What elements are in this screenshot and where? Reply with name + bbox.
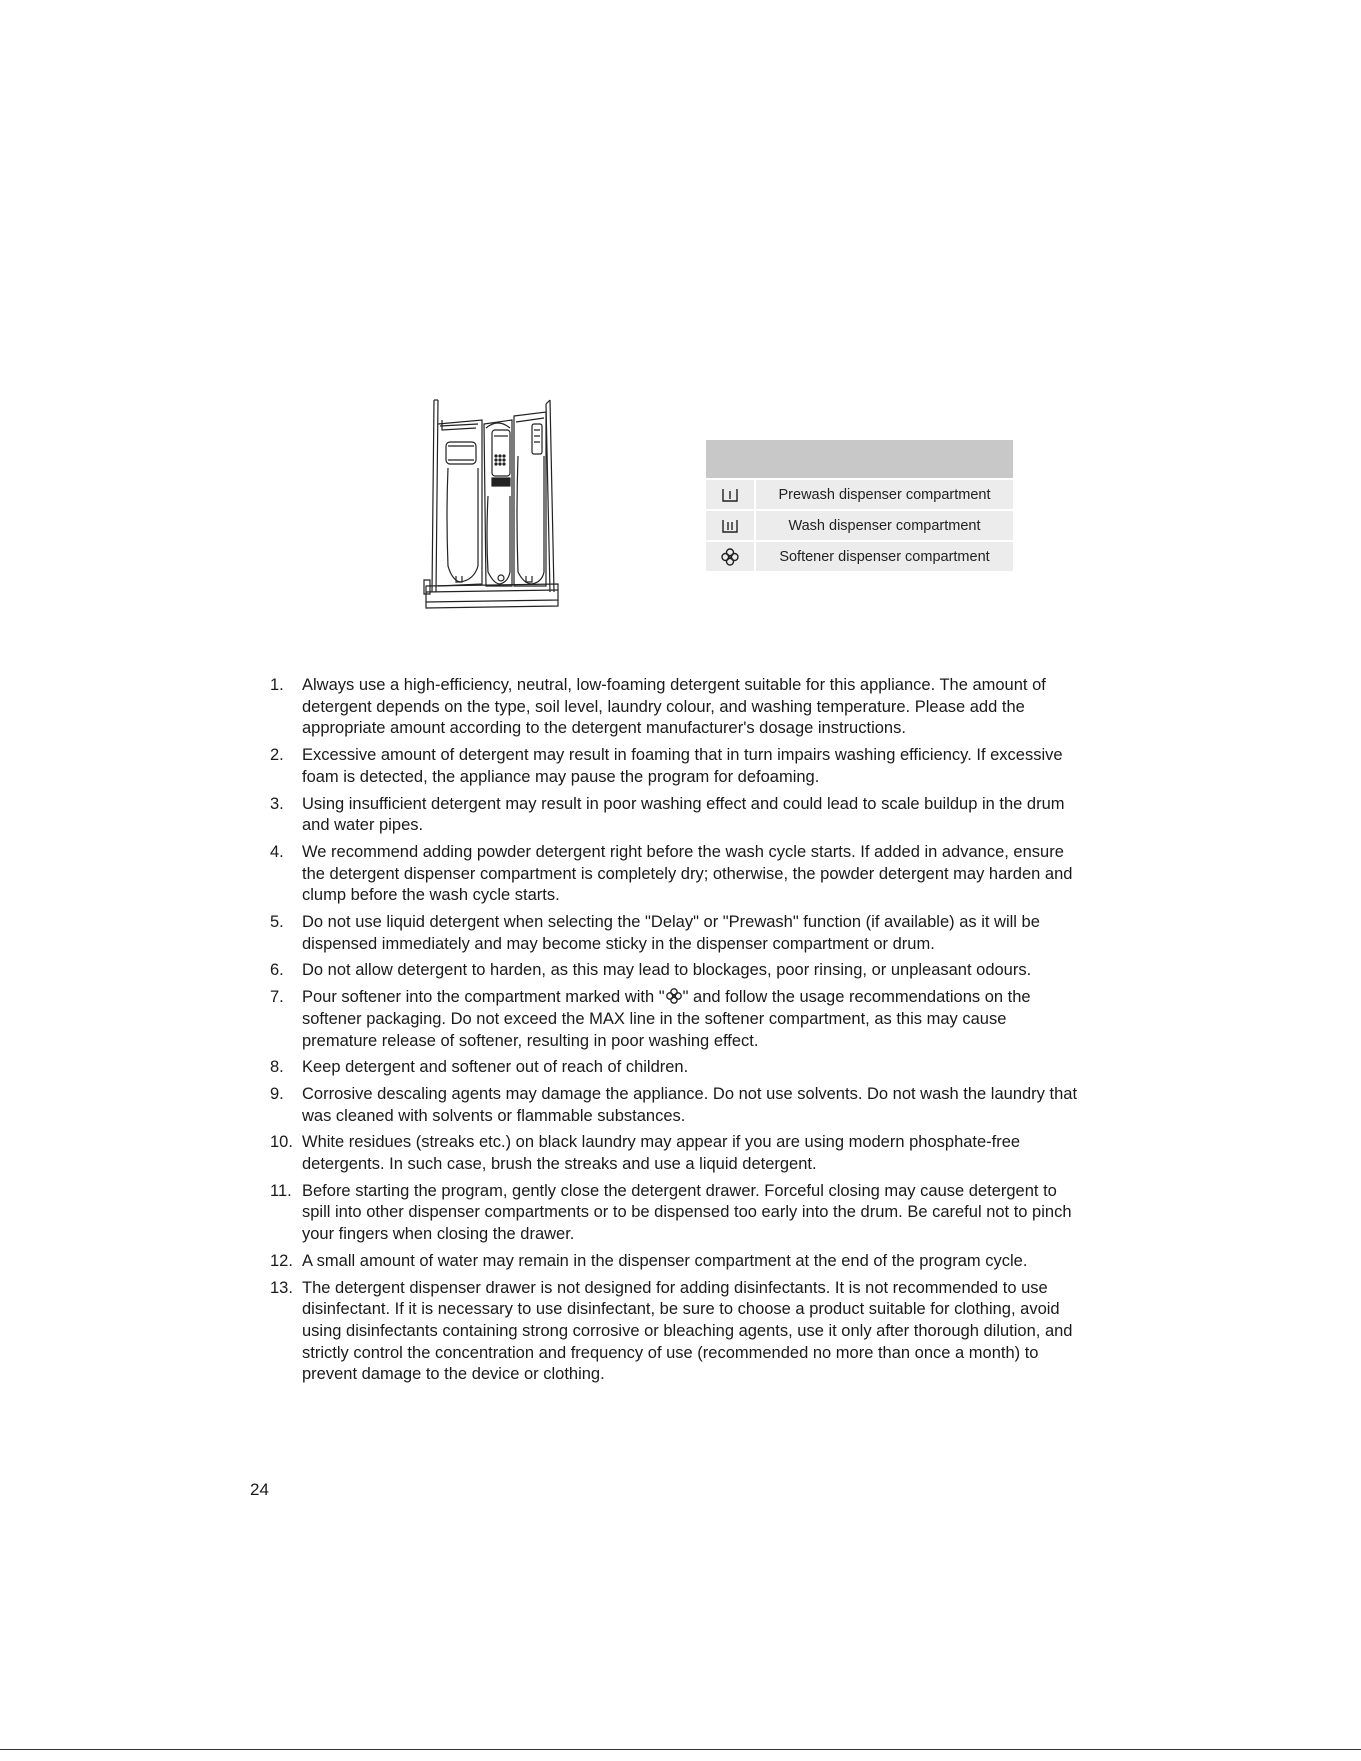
item-text: Always use a high-efficiency, neutral, low-foaming detergent suitable for this appliance. The amount of detergent depends on the type, soil level, laundry colour, and washing temperature. Please add the appropriate amount according to the detergent manufacturer's dosage instructions.	[302, 676, 1046, 738]
legend-row-softener	[706, 541, 1013, 571]
legend-header	[706, 440, 1013, 479]
item-number: 8.	[270, 1058, 284, 1077]
dispenser-drawer-icon	[408, 396, 564, 622]
list-item	[270, 1278, 1080, 1387]
wash-icon	[721, 518, 739, 534]
list-item	[270, 987, 1080, 1052]
list-item	[270, 745, 1080, 788]
item-text: Do not allow detergent to harden, as this may lead to blockages, poor rinsing, or unpleasant odours.	[302, 961, 1032, 980]
list-item	[270, 912, 1080, 955]
item-text: A small amount of water may remain in the dispenser compartment at the end of the program cycle.	[302, 1251, 1028, 1270]
item-number: 1.	[270, 676, 284, 694]
item-text: Before starting the program, gently close the detergent drawer. Forceful closing may cause detergent to spill into other dispenser compartments or to be dispensed too early into the drum. Be careful not to pinch your fingers when closing the drawer.	[302, 1181, 1072, 1244]
list-item	[270, 1057, 1080, 1079]
item-number: 13.	[270, 1278, 293, 1297]
item-number: 7.	[270, 988, 284, 1007]
item-number: 6.	[270, 961, 284, 980]
legend-label-softener: Softener dispenser compartment	[755, 541, 1013, 571]
list-item	[270, 1251, 1080, 1273]
item-number: 4.	[270, 842, 284, 861]
item-number: 11.	[270, 1181, 292, 1200]
item-number: 3.	[270, 794, 284, 813]
legend-label-prewash: Prewash dispenser compartment	[755, 479, 1013, 510]
legend-label-wash: Wash dispenser compartment	[755, 510, 1013, 541]
softener-flower-icon	[720, 547, 740, 567]
list-item	[270, 675, 1080, 740]
list-item	[270, 960, 1080, 982]
item-text: Excessive amount of detergent may result in foaming that in turn impairs washing efficiency. If excessive foam is detected, the appliance may pause the program for defoaming.	[302, 746, 1063, 786]
item-text: We recommend adding powder detergent right before the wash cycle starts. If added in advance, ensure the detergent dispenser compartment is completely dry; otherwise, the powder detergent may harden and clump before the wash cycle starts.	[302, 842, 1073, 905]
item-text: White residues (streaks etc.) on black laundry may appear if you are using modern phosphate-free detergents. In such case, brush the streaks and use a liquid detergent.	[302, 1133, 1021, 1174]
page-bottom-rule	[0, 1749, 1361, 1750]
list-item	[270, 794, 1080, 837]
item-number: 2.	[270, 746, 284, 765]
prewash-icon	[721, 487, 739, 503]
legend-header-row	[706, 440, 1013, 479]
item-number: 12.	[270, 1251, 293, 1270]
item-text: Keep detergent and softener out of reach of children.	[302, 1058, 689, 1077]
compartment-legend-table	[706, 440, 1013, 571]
list-item	[270, 1181, 1080, 1246]
item-text: Using insufficient detergent may result in poor washing effect and could lead to scale buildup in the drum and water pipes.	[302, 794, 1065, 835]
list-item	[270, 1132, 1080, 1175]
list-item	[270, 1084, 1080, 1127]
page-number: 24	[250, 1480, 269, 1499]
item-text: Do not use liquid detergent when selecting the "Delay" or "Prewash" function (if available) as it will be dispensed immediately and may become sticky in the dispenser compartment or drum.	[302, 913, 1040, 953]
item-text: The detergent dispenser drawer is not designed for adding disinfectants. It is not recommended to use disinfectant. If it is necessary to use disinfectant, be sure to choose a product suitable for clothing, avoid using disinfectants containing strong corrosive or bleaching agents, use it only after thorough dilution, and strictly control the concentration and frequency of use (recommended no more than once a month) to prevent damage to the device or clothing.	[302, 1278, 1073, 1384]
list-item	[270, 842, 1080, 907]
legend-row-prewash	[706, 479, 1013, 510]
item-number: 9.	[270, 1084, 284, 1103]
softener-flower-icon	[665, 987, 683, 1005]
item-number: 10.	[270, 1133, 293, 1152]
item-text: Corrosive descaling agents may damage the appliance. Do not use solvents. Do not wash the laundry that was cleaned with solvents or flammable substances.	[302, 1084, 1078, 1125]
item-number: 5.	[270, 913, 284, 932]
detergent-instructions-list	[270, 675, 1080, 1391]
item-text-after: " and follow the usage recommendations on the softener packaging. Do not exceed the MAX line in the softener compartment, as this may cause premature release of softener, resulting in poor washing effect.	[302, 988, 1031, 1050]
legend-row-wash	[706, 510, 1013, 541]
item-text-before: Pour softener into the compartment marked with "	[302, 988, 665, 1007]
